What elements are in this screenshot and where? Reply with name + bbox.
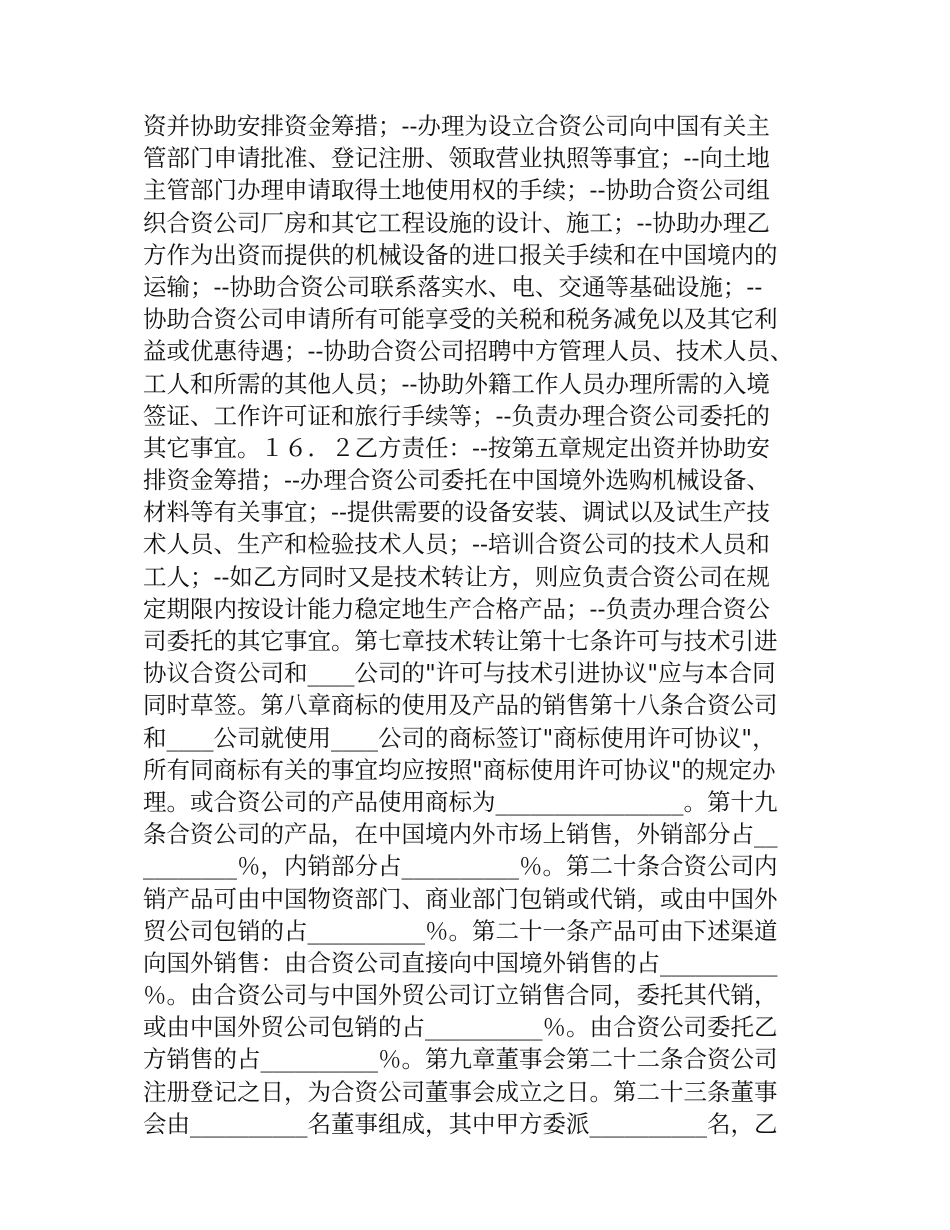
text-line: 其它事宜。１６．２乙方责任：--按第五章规定出资并协助安 <box>143 433 770 462</box>
text-line: 司委托的其它事宜。第七章技术转让第十七条许可与技术引进 <box>143 627 778 655</box>
text-line: 益或优惠待遇；--协助合资公司招聘中方管理人员、技术人员、 <box>143 337 794 366</box>
text-line: 材料等有关事宜；--提供需要的设备安装、调试以及试生产技 <box>143 498 770 527</box>
text-line: 协助合资公司申请所有可能享受的关税和税务减免以及其它利 <box>143 305 778 334</box>
text-line: 理。或合资公司的产品使用商标为________________。第十九 <box>143 787 778 816</box>
text-line: 条合资公司的产品，在中国境内外市场上销售，外销部分占__ <box>143 820 778 849</box>
text-line: 织合资公司厂房和其它工程设施的设计、施工；--协助办理乙 <box>143 208 770 237</box>
text-line: 运输；--协助合资公司联系落实水、电、交通等基础设施；-- <box>143 272 763 301</box>
text-line: 方销售的占__________％。第九章董事会第二十二条合资公司 <box>143 1045 778 1074</box>
text-line: 所有同商标有关的事宜均应按照"商标使用许可协议"的规定办 <box>143 755 776 784</box>
text-line: 贸公司包销的占__________％。第二十一条产品可由下述渠道 <box>143 916 778 945</box>
text-line: 排资金筹措；--办理合资公司委托在中国境外选购机械设备、 <box>143 466 770 495</box>
text-line: 术人员、生产和检验技术人员；--培训合资公司的技术人员和 <box>143 530 770 559</box>
text-line: 主管部门办理申请取得土地使用权的手续；--协助合资公司组 <box>143 176 770 205</box>
text-line: 同时草签。第八章商标的使用及产品的销售第十八条合资公司 <box>143 691 778 720</box>
text-line: 工人；--如乙方同时又是技术转让方，则应负责合资公司在规 <box>143 562 770 591</box>
text-line: 方作为出资而提供的机械设备的进口报关手续和在中国境内的 <box>143 240 778 269</box>
text-line: 或由中国外贸公司包销的占__________％。由合资公司委托乙 <box>143 1013 778 1042</box>
contract-text-body <box>143 110 823 1140</box>
text-line: 定期限内按设计能力稳定地生产合格产品；--负责办理合资公 <box>143 594 770 623</box>
text-line: 和____公司就使用____公司的商标签订"商标使用许可协议"， <box>143 723 776 752</box>
text-line: ________％，内销部分占__________％。第二十条合资公司内 <box>143 852 778 881</box>
text-line: 协议合资公司和____公司的"许可与技术引进协议"应与本合同 <box>143 659 776 688</box>
text-line: 管部门申请批准、登记注册、领取营业执照等事宜；--向土地 <box>143 144 770 173</box>
text-line: 销产品可由中国物资部门、商业部门包销或代销，或由中国外 <box>143 884 778 913</box>
text-line: ％。由合资公司与中国外贸公司订立销售合同，委托其代销， <box>143 981 778 1010</box>
text-line: 向国外销售：由合资公司直接向中国境外销售的占__________ <box>143 948 778 977</box>
text-line: 资并协助安排资金筹措；--办理为设立合资公司向中国有关主 <box>143 112 770 140</box>
text-line: 注册登记之日，为合资公司董事会成立之日。第二十三条董事 <box>143 1077 778 1106</box>
text-line: 工人和所需的其他人员；--协助外籍工作人员办理所需的入境 <box>143 369 770 398</box>
text-line: 会由__________名董事组成，其中甲方委派__________名，乙 <box>143 1109 778 1138</box>
text-line: 签证、工作许可证和旅行手续等；--负责办理合资公司委托的 <box>143 401 770 430</box>
